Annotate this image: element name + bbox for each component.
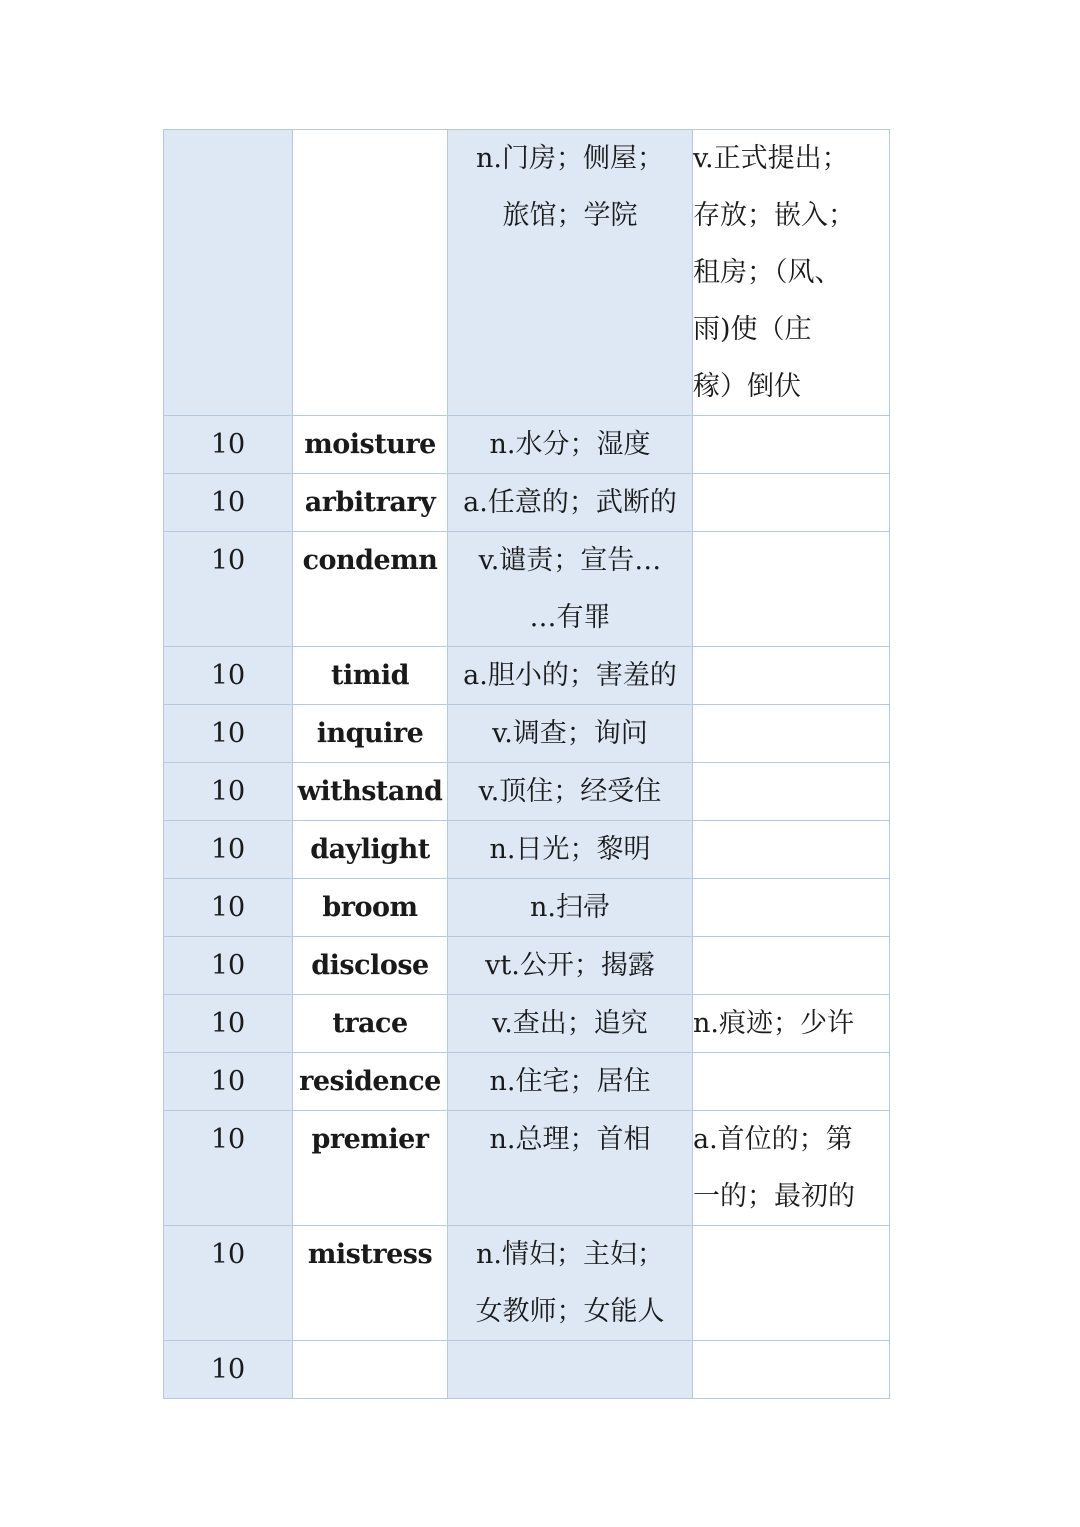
extra-definition-cell — [693, 705, 890, 763]
word-cell — [293, 879, 448, 937]
word-text: disclose — [311, 950, 429, 981]
word-cell — [293, 1111, 448, 1226]
table-row — [164, 763, 890, 821]
extra-definition-cell — [693, 647, 890, 705]
table-row — [164, 130, 890, 416]
number-cell — [164, 705, 293, 763]
number-cell — [164, 1226, 293, 1341]
definition-cell — [448, 995, 693, 1053]
word-text: residence — [299, 1066, 441, 1097]
table-row — [164, 1053, 890, 1111]
definition-line: v.谴责；宣告… — [478, 545, 662, 576]
number-cell — [164, 1053, 293, 1111]
extra-definition-cell — [693, 1111, 890, 1226]
definition-line: …有罪 — [529, 602, 611, 633]
word-cell — [293, 821, 448, 879]
definition-line: v.顶住；经受住 — [478, 776, 662, 807]
number-text: 10 — [210, 660, 246, 691]
number-cell — [164, 763, 293, 821]
vocabulary-table — [163, 129, 890, 1399]
definition-line: n.情妇；主妇； — [476, 1239, 664, 1270]
extra-definition-cell — [693, 879, 890, 937]
number-cell — [164, 1341, 293, 1399]
extra-definition-line: 存放；嵌入； — [693, 200, 855, 231]
definition-cell — [448, 763, 693, 821]
definition-cell — [448, 1341, 693, 1399]
extra-definition-cell — [693, 1341, 890, 1399]
word-cell — [293, 1226, 448, 1341]
number-text: 10 — [210, 1008, 246, 1039]
table-row — [164, 1226, 890, 1341]
number-cell — [164, 416, 293, 474]
definition-line: n.门房；侧屋； — [476, 143, 664, 174]
extra-definition-line: v.正式提出； — [693, 143, 849, 174]
number-text: 10 — [210, 718, 246, 749]
word-cell — [293, 705, 448, 763]
table-row — [164, 1111, 890, 1226]
number-cell — [164, 532, 293, 647]
table-row — [164, 821, 890, 879]
extra-definition-cell — [693, 1053, 890, 1111]
definition-line: 女教师；女能人 — [475, 1296, 665, 1327]
definition-line: n.水分；湿度 — [489, 429, 651, 460]
number-text: 10 — [210, 1354, 246, 1385]
number-cell — [164, 130, 293, 416]
definition-cell — [448, 705, 693, 763]
extra-definition-line: 租房；（风、 — [693, 257, 842, 288]
number-text: 10 — [210, 1239, 246, 1270]
definition-line: n.住宅；居住 — [489, 1066, 651, 1097]
extra-definition-cell — [693, 995, 890, 1053]
extra-definition-line: 一的；最初的 — [693, 1181, 855, 1212]
word-text: arbitrary — [304, 487, 436, 518]
table-row — [164, 647, 890, 705]
number-text: 10 — [210, 487, 246, 518]
definition-cell — [448, 647, 693, 705]
word-text: broom — [322, 892, 418, 923]
table-row — [164, 1341, 890, 1399]
word-cell — [293, 937, 448, 995]
definition-cell — [448, 1111, 693, 1226]
extra-definition-cell — [693, 1226, 890, 1341]
definition-cell — [448, 879, 693, 937]
definition-cell — [448, 474, 693, 532]
definition-line: vt.公开；揭露 — [485, 950, 655, 981]
word-cell — [293, 474, 448, 532]
extra-definition-line: 雨)使（庄 — [693, 314, 812, 345]
definition-line: n.日光；黎明 — [489, 834, 651, 865]
extra-definition-cell — [693, 821, 890, 879]
number-cell — [164, 647, 293, 705]
definition-line: a.胆小的；害羞的 — [463, 660, 677, 691]
word-text: moisture — [304, 429, 436, 460]
word-text: withstand — [297, 776, 443, 807]
word-cell — [293, 1053, 448, 1111]
word-text: timid — [331, 660, 409, 691]
number-text: 10 — [210, 950, 246, 981]
table-row — [164, 532, 890, 647]
extra-definition-line: n.痕迹；少许 — [693, 1008, 854, 1039]
word-cell — [293, 763, 448, 821]
word-text: condemn — [302, 545, 438, 576]
word-cell — [293, 130, 448, 416]
definition-cell — [448, 821, 693, 879]
number-cell — [164, 1111, 293, 1226]
definition-cell — [448, 1053, 693, 1111]
definition-line: 旅馆；学院 — [502, 200, 638, 231]
number-cell — [164, 937, 293, 995]
number-cell — [164, 474, 293, 532]
extra-definition-cell — [693, 937, 890, 995]
number-text: 10 — [210, 776, 246, 807]
extra-definition-cell — [693, 130, 890, 416]
number-text: 10 — [210, 1066, 246, 1097]
word-cell — [293, 532, 448, 647]
definition-cell — [448, 416, 693, 474]
extra-definition-cell — [693, 416, 890, 474]
number-text: 10 — [210, 1124, 246, 1155]
number-text: 10 — [210, 429, 246, 460]
table-row — [164, 705, 890, 763]
word-text: daylight — [310, 834, 430, 865]
table-row — [164, 995, 890, 1053]
table-row — [164, 474, 890, 532]
word-text: trace — [332, 1008, 408, 1039]
number-text: 10 — [210, 834, 246, 865]
word-cell — [293, 1341, 448, 1399]
number-cell — [164, 995, 293, 1053]
definition-cell — [448, 1226, 693, 1341]
vocabulary-table-body — [164, 130, 890, 1399]
word-cell — [293, 995, 448, 1053]
number-cell — [164, 821, 293, 879]
word-text: mistress — [307, 1239, 433, 1270]
extra-definition-line: a.首位的；第 — [693, 1124, 853, 1155]
number-text: 10 — [210, 892, 246, 923]
extra-definition-line: 稼）倒伏 — [693, 371, 801, 402]
definition-line: a.任意的；武断的 — [463, 487, 677, 518]
definition-line: n.扫帚 — [530, 892, 610, 923]
number-text: 10 — [210, 545, 246, 576]
number-cell — [164, 879, 293, 937]
table-row — [164, 937, 890, 995]
definition-cell — [448, 532, 693, 647]
table-row — [164, 416, 890, 474]
word-text: inquire — [316, 718, 424, 749]
definition-line: v.调查；询问 — [492, 718, 648, 749]
definition-cell — [448, 130, 693, 416]
word-cell — [293, 416, 448, 474]
definition-line: v.查出；追究 — [492, 1008, 648, 1039]
definition-cell — [448, 937, 693, 995]
definition-line: n.总理；首相 — [489, 1124, 651, 1155]
extra-definition-cell — [693, 474, 890, 532]
word-text: premier — [311, 1124, 429, 1155]
extra-definition-cell — [693, 532, 890, 647]
table-row — [164, 879, 890, 937]
extra-definition-cell — [693, 763, 890, 821]
word-cell — [293, 647, 448, 705]
